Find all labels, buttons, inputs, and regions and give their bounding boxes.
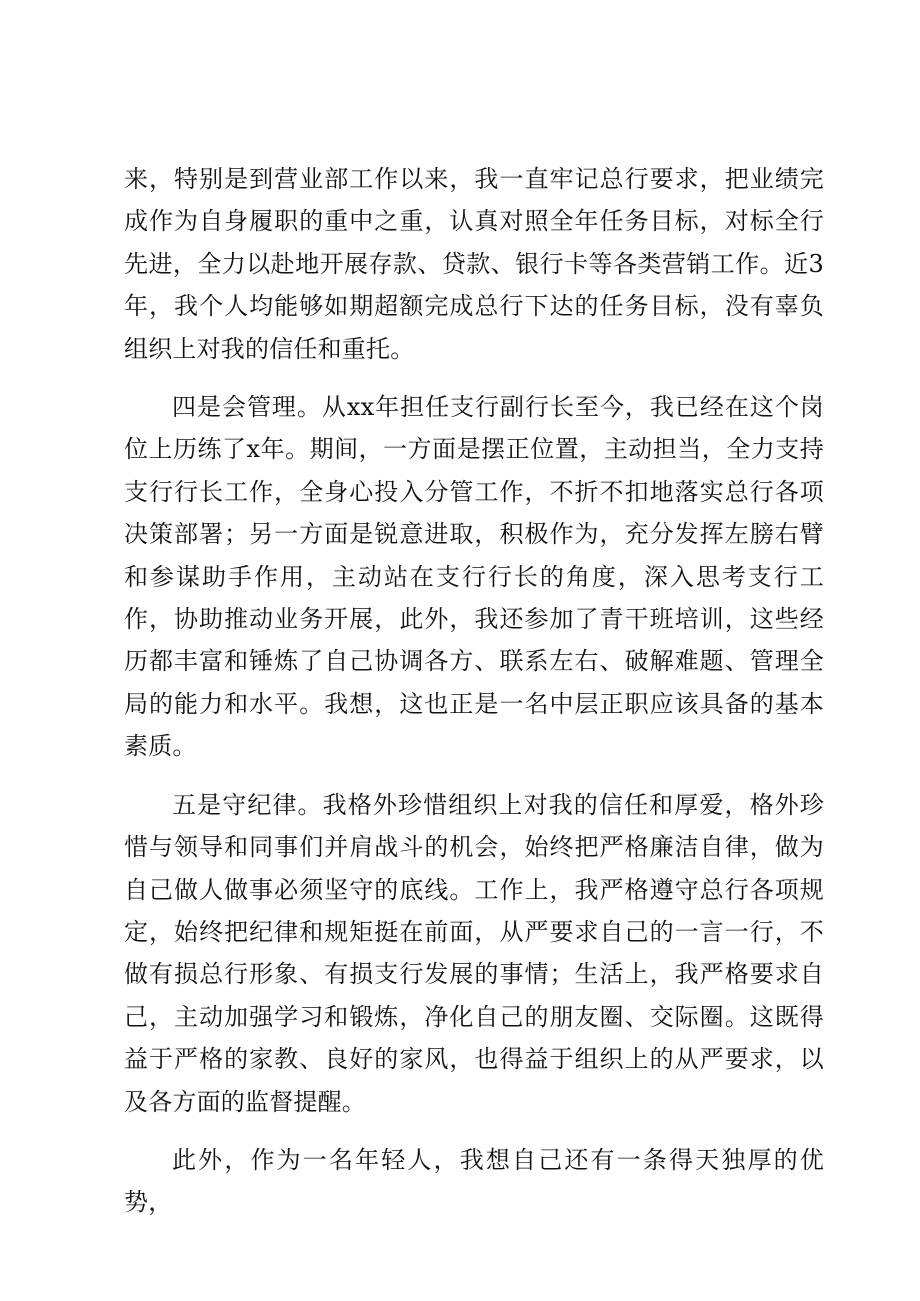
- paragraph-additional-advantage: 此外，作为一名年轻人，我想自己还有一条得天独厚的优势，: [124, 1145, 824, 1217]
- paragraph-performance-continued: 来，特别是到营业部工作以来，我一直牢记总行要求，把业绩完成作为自身履职的重中之重，认真对照全年任务目标，对标全行先进，全力以赴地开展存款、贷款、银行卡等各类营销工作。近3年，我个人均能够如期超额完成总行下达的任务目标，没有辜负组织上对我的信任和重托。: [124, 165, 824, 363]
- document-body: [124, 158, 824, 1240]
- paragraph-discipline: 五是守纪律。我格外珍惜组织上对我的信任和厚爱，格外珍惜与领导和同事们并肩战斗的机会，始终把严格廉洁自律，做为自己做人做事必须坚守的底线。工作上，我严格遵守总行各项规定，始终把纪律和规矩挺在前面，从严要求自己的一言一行，不做有损总行形象、有损支行发展的事情；生活上，我严格要求自己，主动加强学习和锻炼，净化自己的朋友圈、交际圈。这既得益于严格的家教、良好的家风，也得益于组织上的从严要求，以及各方面的监督提醒。: [124, 790, 824, 1116]
- paragraph-management: 四是会管理。从xx年担任支行副行长至今，我已经在这个岗位上历练了x年。期间，一方面是摆正位置，主动担当，全力支持支行行长工作，全身心投入分管工作，不折不扣地落实总行各项决策部署；另一方面是锐意进取，积极作为，充分发挥左膀右臂和参谋助手作用，主动站在支行行长的角度，深入思考支行工作，协助推动业务开展，此外，我还参加了青干班培训，这些经历都丰富和锤炼了自己协调各方、联系左右、破解难题、管理全局的能力和水平。我想，这也正是一名中层正职应该具备的基本素质。: [124, 393, 824, 761]
